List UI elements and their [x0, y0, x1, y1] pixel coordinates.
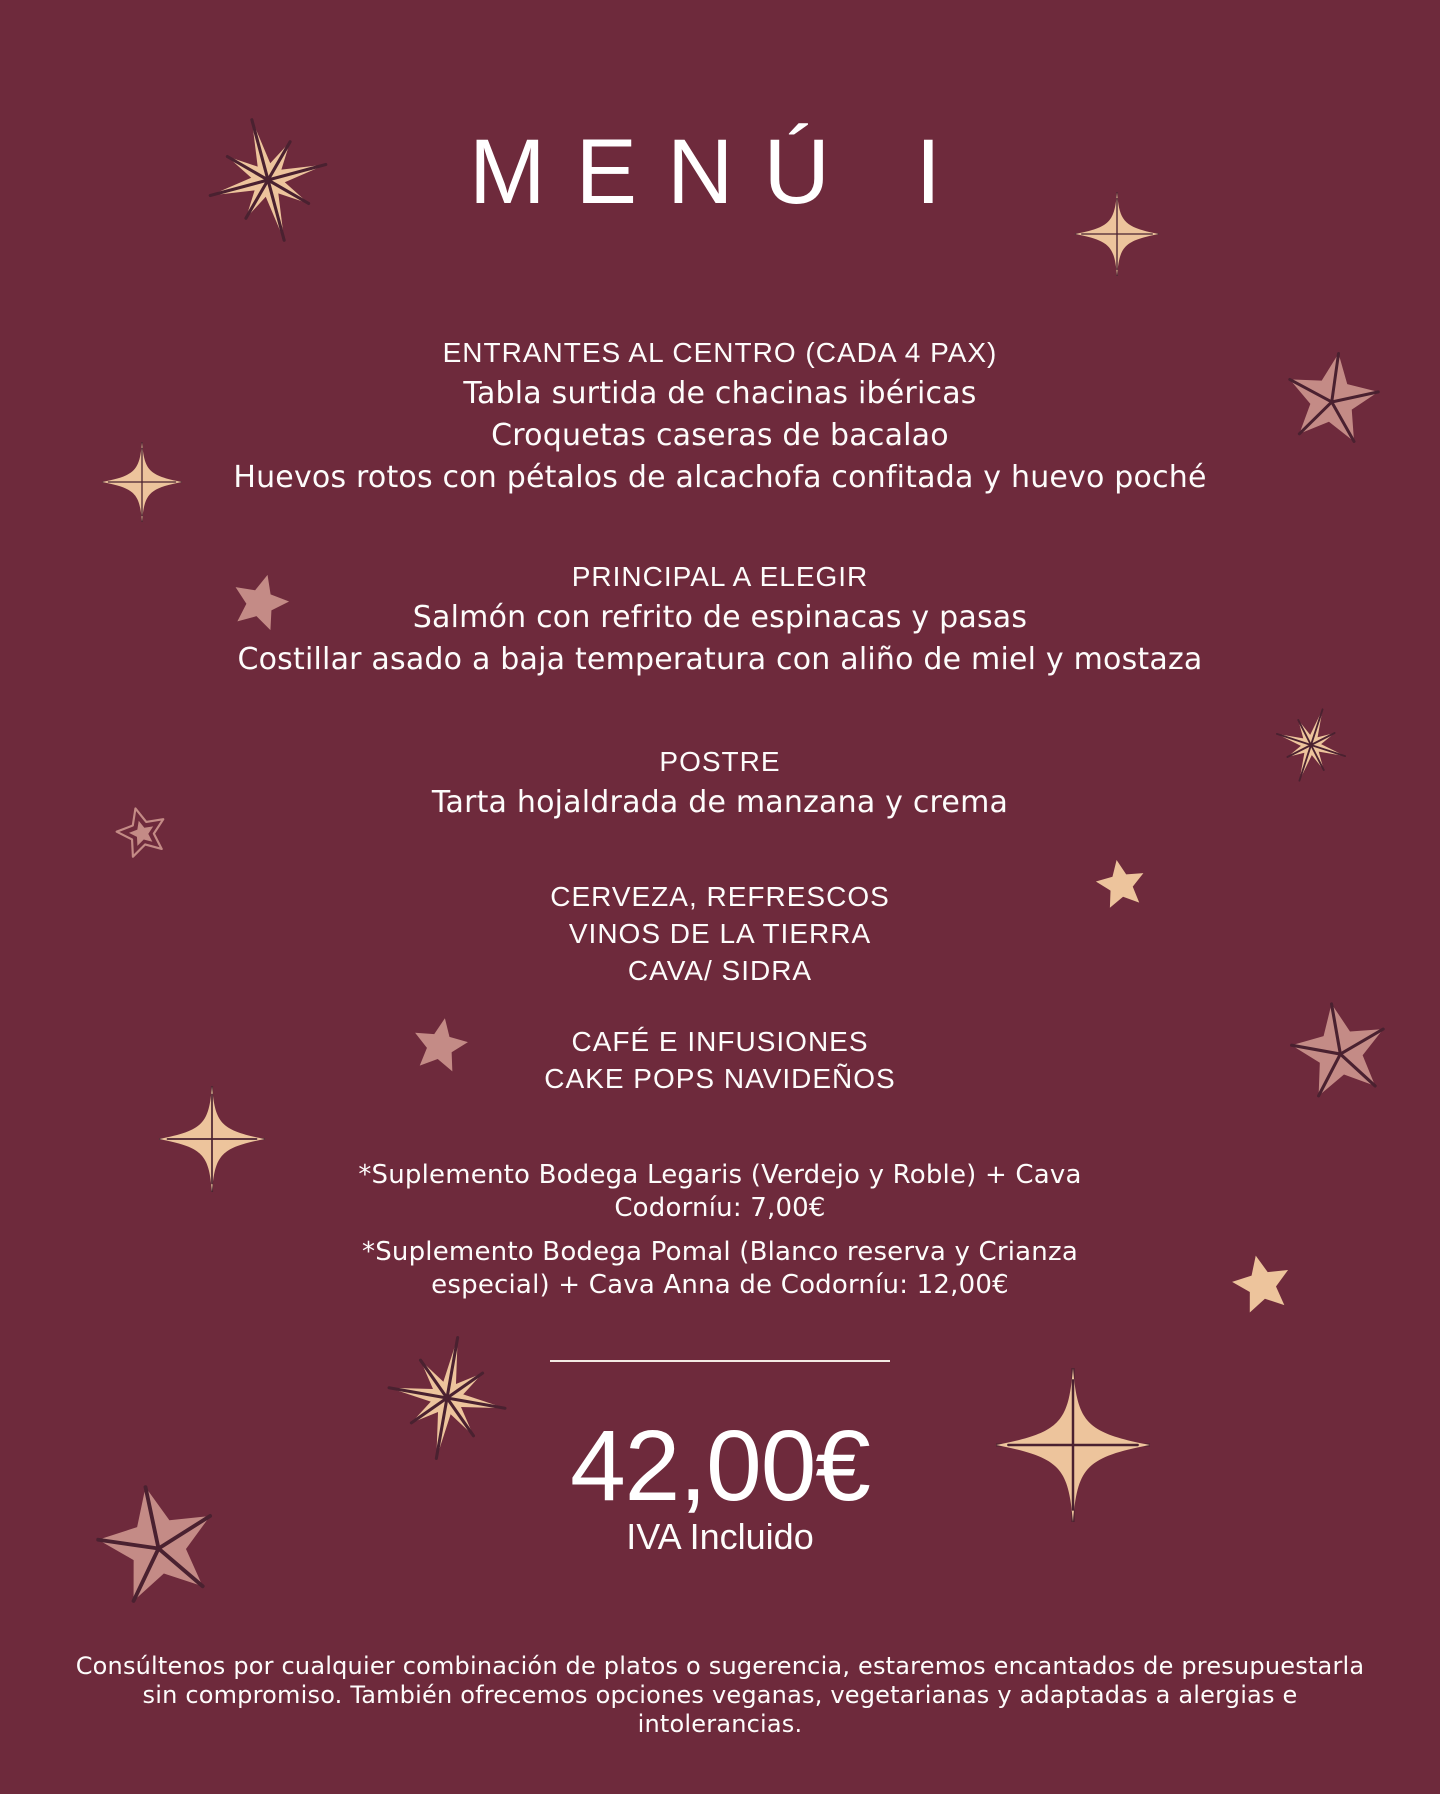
supplement-note — [0, 1236, 1440, 1302]
supplement-line: especial) + Cava Anna de Codorníu: 12,00€ — [431, 1270, 1009, 1300]
drink-line: CERVEZA, REFRESCOS — [550, 881, 890, 912]
section-principal — [0, 557, 1440, 681]
section-header: PRINCIPAL A ELEGIR — [571, 561, 869, 592]
drink-line: VINOS DE LA TIERRA — [568, 918, 872, 949]
section-postre — [0, 742, 1440, 824]
menu-item: Tarta hojaldrada de manzana y crema — [431, 785, 1009, 820]
section-header: POSTRE — [659, 746, 781, 777]
footer-note — [0, 1652, 1440, 1739]
drink-line: CAFÉ E INFUSIONES — [571, 1026, 869, 1057]
supplement-line: Codorníu: 7,00€ — [614, 1193, 826, 1223]
section-coffee-dessert — [0, 1023, 1440, 1097]
section-entrantes — [0, 333, 1440, 499]
footer-line: intolerancias. — [637, 1710, 803, 1738]
price-divider-line — [550, 1360, 890, 1362]
section-header: ENTRANTES AL CENTRO (CADA 4 PAX) — [442, 337, 998, 368]
menu-item: Costillar asado a baja temperatura con aliño de miel y mostaza — [237, 642, 1203, 677]
footer-line: sin compromiso. También ofrecemos opciones veganas, vegetarianas y adaptadas a alergias e — [142, 1681, 1298, 1709]
vat-note: IVA Incluido — [626, 1516, 814, 1557]
section-drinks — [0, 878, 1440, 989]
supplement-line: *Suplemento Bodega Pomal (Blanco reserva y Crianza — [362, 1237, 1078, 1267]
menu-item: Tabla surtida de chacinas ibéricas — [463, 376, 977, 411]
supplement-line: *Suplemento Bodega Legaris (Verdejo y Roble) + Cava — [358, 1160, 1082, 1190]
footer-line: Consúltenos por cualquier combinación de platos o sugerencia, estaremos encantados de presupuestarla — [75, 1652, 1365, 1680]
supplement-note — [0, 1159, 1440, 1225]
drink-line: CAKE POPS NAVIDEÑOS — [544, 1063, 896, 1094]
drink-line: CAVA/ SIDRA — [627, 955, 813, 986]
menu-item: Huevos rotos con pétalos de alcachofa confitada y huevo poché — [233, 460, 1207, 495]
menu-price: 42,00€ — [570, 1410, 870, 1522]
page-title: MENÚ I — [469, 121, 971, 223]
menu-item: Croquetas caseras de bacalao — [491, 418, 949, 453]
menu-item: Salmón con refrito de espinacas y pasas — [412, 600, 1028, 635]
